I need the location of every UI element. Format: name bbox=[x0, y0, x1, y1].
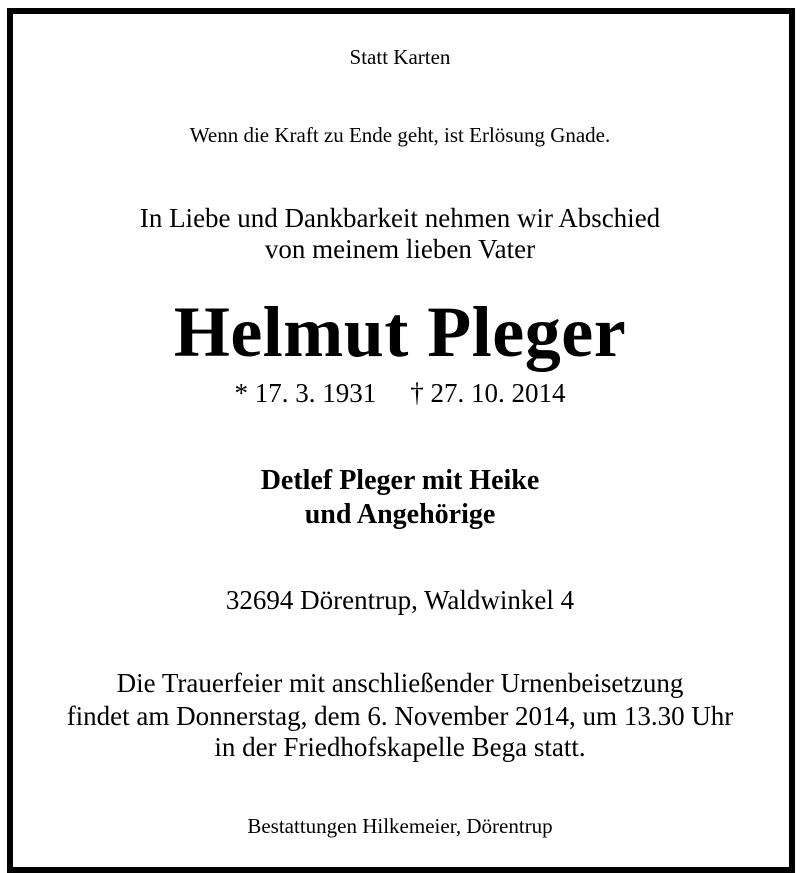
service-line-2: findet am Donnerstag, dem 6. November 2014, um 13.30 Uhr bbox=[66, 701, 734, 731]
service-line-1: Die Trauerfeier mit anschließender Urnenbeisetzung bbox=[116, 668, 684, 698]
deceased-name: Helmut Pleger bbox=[173, 292, 627, 372]
notice-header: Statt Karten bbox=[349, 45, 451, 69]
intro-line-1: In Liebe und Dankbarkeit nehmen wir Abschied bbox=[139, 203, 661, 233]
motto: Wenn die Kraft zu Ende geht, ist Erlösung Gnade. bbox=[189, 123, 611, 147]
mourners-line-1: Detlef Pleger mit Heike bbox=[260, 465, 540, 496]
mourners-line-2: und Angehörige bbox=[304, 499, 496, 530]
death-date: † 27. 10. 2014 bbox=[410, 378, 566, 408]
life-dates bbox=[0, 380, 800, 407]
address: 32694 Dörentrup, Waldwinkel 4 bbox=[225, 585, 575, 615]
intro-line-2: von meinem lieben Vater bbox=[264, 234, 536, 264]
service-line-3: in der Friedhofskapelle Bega statt. bbox=[214, 732, 586, 762]
undertaker: Bestattungen Hilkemeier, Dörentrup bbox=[247, 814, 553, 838]
birth-date: * 17. 3. 1931 bbox=[234, 378, 377, 408]
